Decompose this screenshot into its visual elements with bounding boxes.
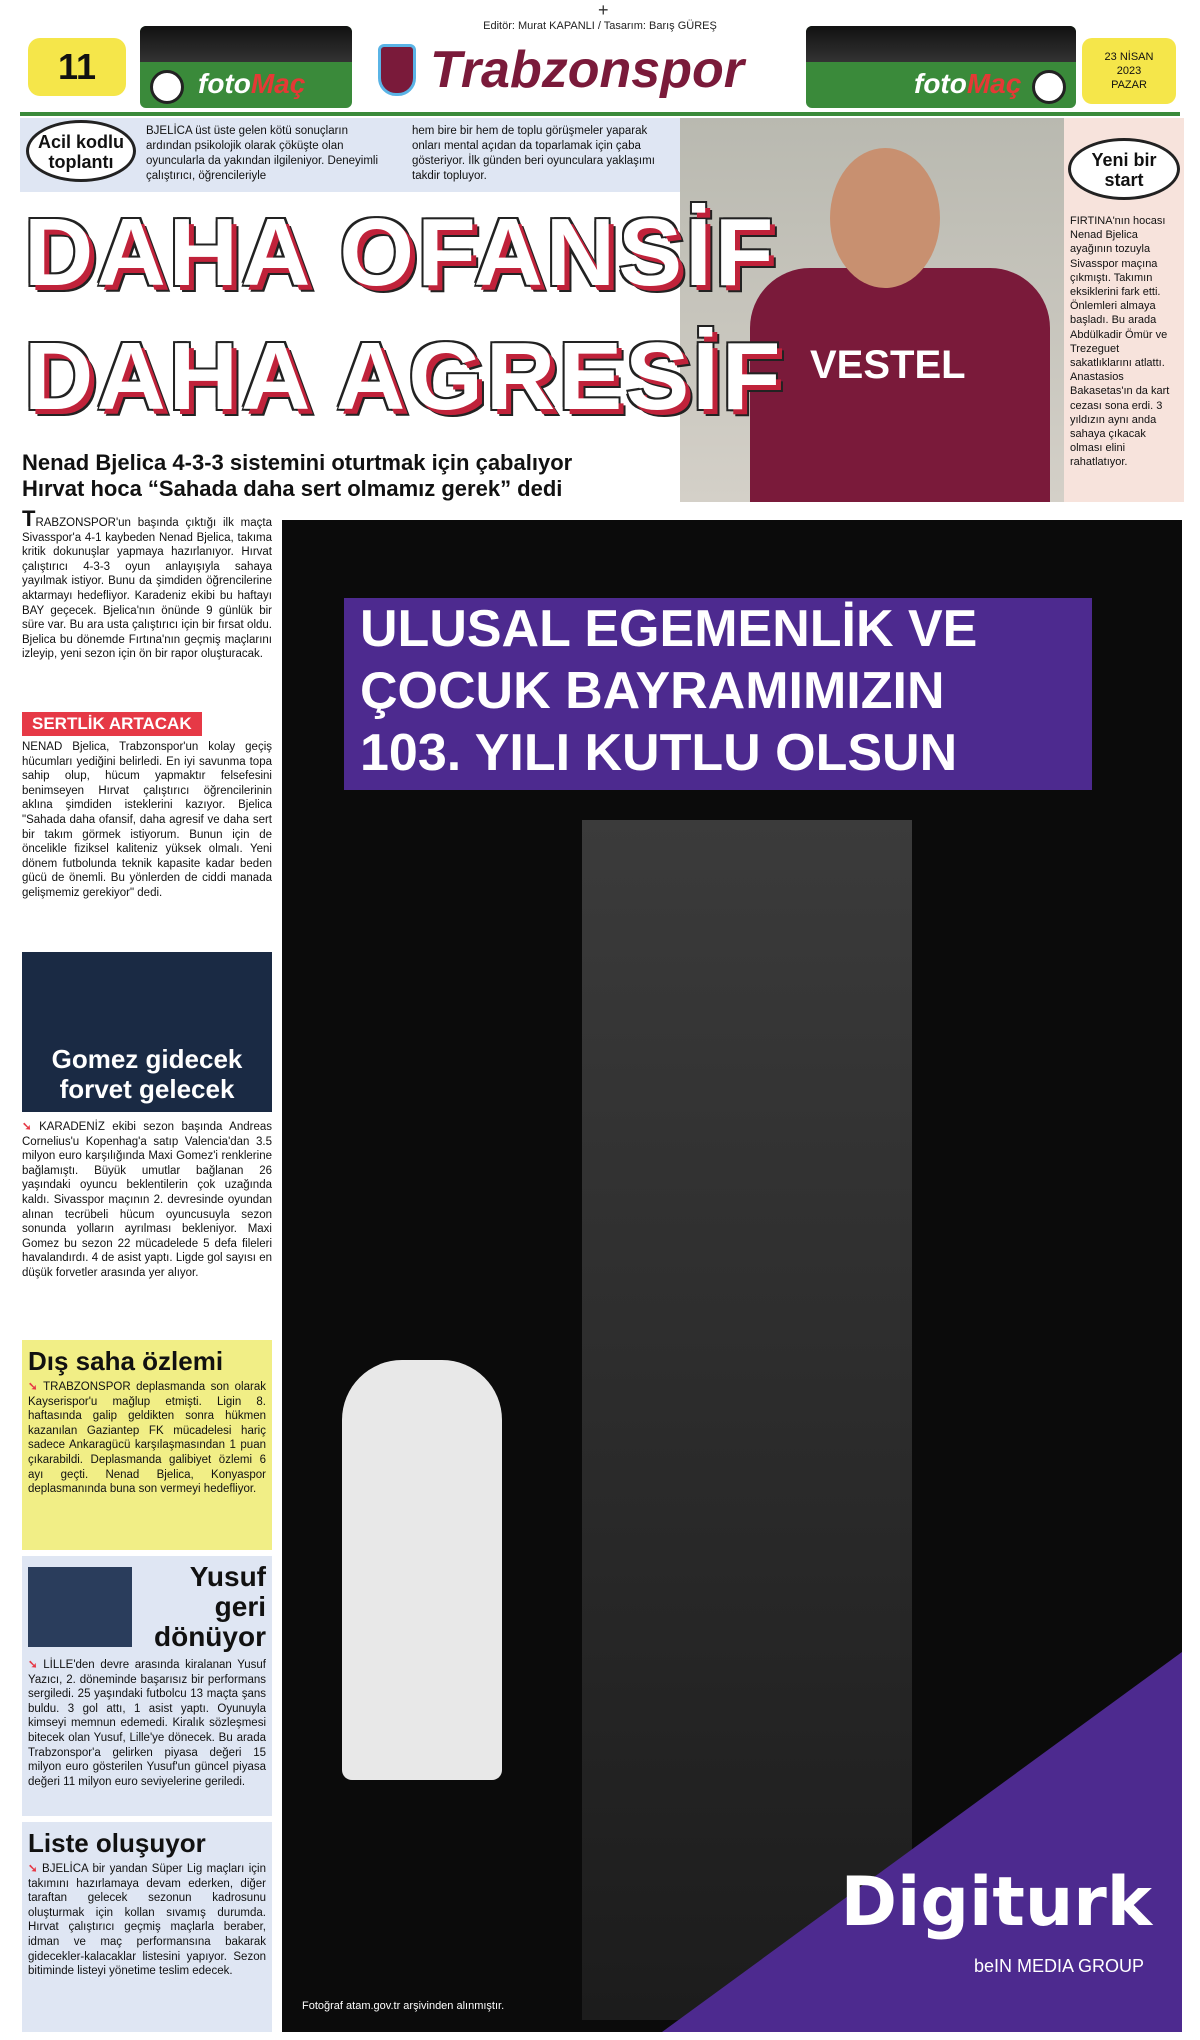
team-name: Trabzonspor bbox=[430, 41, 744, 99]
headline-line1: DAHA OFANSİF bbox=[24, 199, 777, 306]
headline-line2: DAHA AGRESİF bbox=[24, 323, 784, 430]
article-yusuf: Yusuf geri dönüyor ➘ LİLLE'den devre arasında kiralanan Yusuf Yazıcı, 2. döneminde başarısız bir performans sergiledi. 25 yaşındaki futbolcu 13 maçta şans buldu. 3 gol attı, 1 asist yaptı. Oyunuyla kimseyi memnun edemedi. Kiralık sözleşmesi bitecek olan Yusuf, Lille'ye dönecek. Bu arada Trabzonspor'a gelirken piyasa değeri 15 milyon euro gösterilen Yusuf'un güncel piyasa değeri 11 milyon euro seviyelerine geriledi. bbox=[22, 1556, 272, 1816]
digiturk-logo: Digiturk bbox=[840, 1863, 1152, 1942]
speech-bubble-yeni: Yeni bir start bbox=[1068, 138, 1180, 200]
side-box-text: FIRTINA'nın hocası Nenad Bjelica ayağının tozuyla Sivasspor maçına çıkmıştı. Takımın eksiklerini fark etti. Önlemleri almaya başladı. Bu arada Abdülkadir Ömür ve Trezeguet sakatlıklarını atlattı. Anastasios Bakasetas'ın da kart cezası sona erdi. 3 yıldızın aynı anda sahaya çıkacak olması elini rahatlatıyor. bbox=[1070, 215, 1170, 469]
subheadline-1: Nenad Bjelica 4-3-3 sistemini oturtmak için çabalıyor bbox=[22, 450, 573, 475]
section-heading: Liste oluşuyor bbox=[28, 1828, 206, 1858]
side-box bbox=[1064, 118, 1184, 502]
photo-caption: Fotoğraf atam.gov.tr arşivinden alınmıştır. bbox=[302, 2000, 505, 2012]
celebration-banner: ULUSAL EGEMENLİK VE ÇOCUK BAYRAMIMIZIN 103. YILI KUTLU OLSUN bbox=[344, 598, 1092, 790]
fotomac-logo-left: fotoMaç bbox=[140, 26, 352, 108]
article-main: TRABZONSPOR'un başında çıktığı ilk maçta Sivasspor'a 4-1 kaybeden Nenad Bjelica, takıma kritik dokunuşlar yapmaya hazırlanıyor. Hırvat çalıştırıcı 4-3-3 oyun anlayışıyla sahaya yayılmak istiyor. Bunu da şimdiden öğrencilerine aktarmayı hedefliyor. Karadeniz ekibi bu haftayı BAY geçecek. Bjelica'nın önünde 9 günlük bir süre var. Bu ara usta çalıştırıcı için bir fırsat oldu. Bjelica bu dönemde Fırtına'nın geçmiş maçlarını izleyip, yeni sezon için ön bir rapor oluşturacak. bbox=[22, 506, 272, 661]
speech-bubble-acil: Acil kodlu toplantı bbox=[26, 120, 136, 182]
coach-photo bbox=[680, 118, 1064, 502]
top-strip-col2: hem bire bir hem de toplu görüşmeler yaparak onları mental açıdan da toparlamak için çaba gösteriyor. İlk günden beri oyunculara yaklaşımı takdir topluyor. bbox=[412, 125, 655, 182]
digiturk-subtitle: beIN MEDIA GROUP bbox=[973, 1956, 1144, 1976]
crop-mark: + bbox=[598, 0, 609, 20]
header-divider bbox=[20, 112, 1180, 116]
fotomac-logo-right: fotoMaç bbox=[806, 26, 1076, 108]
article-liste: Liste oluşuyor ➘ BJELİCA bir yandan Süper Lig maçları için takımını hazırlamaya devam ederken, diğer taraftan gelecek sezonun kadrosunu oluşturmak için kollan sıvamış durumda. Hırvat çalıştırıcı geçmiş maçlarla beraber, idman ve maç performansına bakarak gidecekler-kalacaklar listesini yapıyor. Sezon bitiminde listeyi yönetime teslim edecek. bbox=[22, 1822, 272, 2032]
article-dis-saha: Dış saha özlemi ➘ TRABZONSPOR deplasmanda son olarak Kayserispor'u mağlup etmişti. Ligin 8. haftasında galip geldikten sonra hükmen kazanılan Gaziantep FK mücadelesi hariç sadece Ankaragücü karşılaşmasından 1 puan çıkarabildi. Deplasmanda galibiyet özlemi 6 ayı geçti. Nenad Bjelica, Konyaspor deplasmanında buna son vermeyi hedefliyor. bbox=[22, 1340, 272, 1550]
article-sertlik: SERTLİK ARTACAK NENAD Bjelica, Trabzonspor'un kolay geçiş hücumları yediğini belirledi. En iyi savunma topa sahip olup, hücum yapmaktır felsefesini benimseyen Hırvat çalıştırıcı öğrencilerinin aklına şimdiden isteklerini kazıyor. Bjelica "Sahada daha ofansif, daha agresif ve daha sert bir takım görmek istiyorum. Bunun için de öncelikle fiziksel kaliteniz yüksek olmalı. Yeni dönem futbolunda teknik kapasite kadar beden gücü de önemli. Bu yönlerden de ciddi manada gelişmemiz gerekiyor" dedi. bbox=[22, 714, 272, 899]
page-number: 11 bbox=[28, 38, 126, 96]
editor-credit: Editör: Murat KAPANLI / Tasarım: Barış GÜREŞ bbox=[483, 20, 717, 32]
football-icon bbox=[150, 70, 184, 104]
section-heading: Yusuf geri dönüyor bbox=[154, 1561, 266, 1652]
football-icon bbox=[1032, 70, 1066, 104]
section-heading: Gomez gidecek forvet gelecek bbox=[51, 1044, 243, 1104]
ataturk-photo bbox=[282, 520, 1182, 2032]
top-strip-col1: BJELİCA üst üste gelen kötü sonuçların ardından psikolojik olarak çöküşte olan oyuncularla da yakından ilgileniyor. Deneyimli çalıştırıcı, öğrencileriyle bbox=[146, 125, 379, 182]
section-heading: Dış saha özlemi bbox=[28, 1346, 224, 1376]
section-heading: SERTLİK ARTACAK bbox=[22, 712, 202, 736]
trabzonspor-crest-icon bbox=[378, 44, 416, 96]
gomez-photo bbox=[22, 952, 272, 1112]
shirt-sponsor: VESTEL bbox=[810, 343, 966, 387]
issue-date: 23 NİSAN 2023 PAZAR bbox=[1082, 38, 1176, 104]
article-gomez: ➘ KARADENİZ ekibi sezon başında Andreas Cornelius'u Kopenhag'a satıp Valencia'dan 3.5 milyon euro karşılığında Maxi Gomez'i renklerine bağlamıştı. Büyük umutlar bağlanan 26 yaşındaki oyuncu beklentilerin çok uzağında kaldı. Sivasspor maçının 2. devresinde oyundan alınan tecrübeli hücum oyuncusuyla sezon sonunda yolların ayrılması bekleniyor. Maxi Gomez bu sezon 22 mücadelede 5 defa fileleri havalandırdı. 4 de asist yaptı. Ligde gol sayısı en düşük forvetler arasında yer alıyor. bbox=[22, 1121, 272, 1279]
subheadline-2: Hırvat hoca “Sahada daha sert olmamız gerek” dedi bbox=[22, 476, 563, 501]
yusuf-photo bbox=[28, 1567, 132, 1647]
